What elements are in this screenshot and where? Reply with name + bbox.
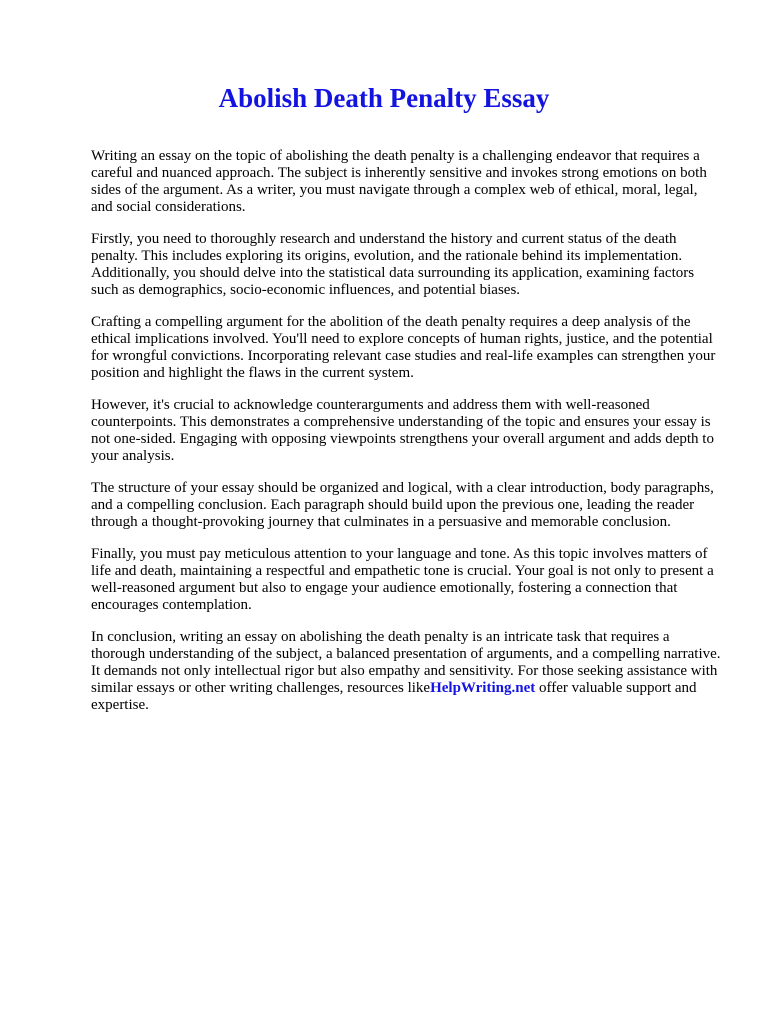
paragraph-intro: Writing an essay on the topic of abolishing the death penalty is a challenging endeavor that requires a careful and nuanced approach. The subject is inherently sensitive and invokes strong emotions on both sides of the argument. As a writer, you must navigate through a complex web of ethical, moral, legal, and social considerations. xyxy=(91,148,707,215)
paragraph-conclusion xyxy=(91,629,722,714)
document-title: Abolish Death Penalty Essay xyxy=(218,83,550,113)
conclusion-text: In conclusion, writing an essay on abolishing the death penalty is an intricate task that requires a thorough understanding of the subject, a balanced presentation of arguments, and a compelling narrative. It demands not only intellectual rigor but also empathy and sensitivity. For those seeking assistance with similar essays or other writing challenges, resources like xyxy=(91,629,721,696)
paragraph-research: Firstly, you need to thoroughly research and understand the history and current status of the death penalty. This includes exploring its origins, evolution, and the rationale behind its implementation. Additionally, you should delve into the statistical data surrounding its application, examining factors such as demographics, socio-economic influences, and potential biases. xyxy=(91,231,695,298)
paragraph-language-tone: Finally, you must pay meticulous attention to your language and tone. As this topic involves matters of life and death, maintaining a respectful and empathetic tone is crucial. Your goal is not only to present a well-reasoned argument but also to engage your audience emotionally, fostering a connection that encourages contemplation. xyxy=(91,546,714,613)
conclusion-text-end: offer valuable support and expertise. xyxy=(91,680,697,713)
paragraph-argument: Crafting a compelling argument for the abolition of the death penalty requires a deep analysis of the ethical implications involved. You'll need to explore concepts of human rights, justice, and the potential for wrongful convictions. Incorporating relevant case studies and real-life examples can strengthen your position and highlight the flaws in the current system. xyxy=(91,314,716,381)
paragraph-structure: The structure of your essay should be organized and logical, with a clear introduction, body paragraphs, and a compelling conclusion. Each paragraph should build upon the previous one, leading the reader through a thought-provoking journey that culminates in a persuasive and memorable conclusion. xyxy=(91,480,714,530)
helpwriting-link[interactable]: HelpWriting.net xyxy=(430,680,536,696)
paragraph-counterarguments: However, it's crucial to acknowledge counterarguments and address them with well-reasoned counterpoints. This demonstrates a comprehensive understanding of the topic and ensures your essay is not one-sided. Engaging with opposing viewpoints strengthens your overall argument and adds depth to your analysis. xyxy=(91,397,714,464)
